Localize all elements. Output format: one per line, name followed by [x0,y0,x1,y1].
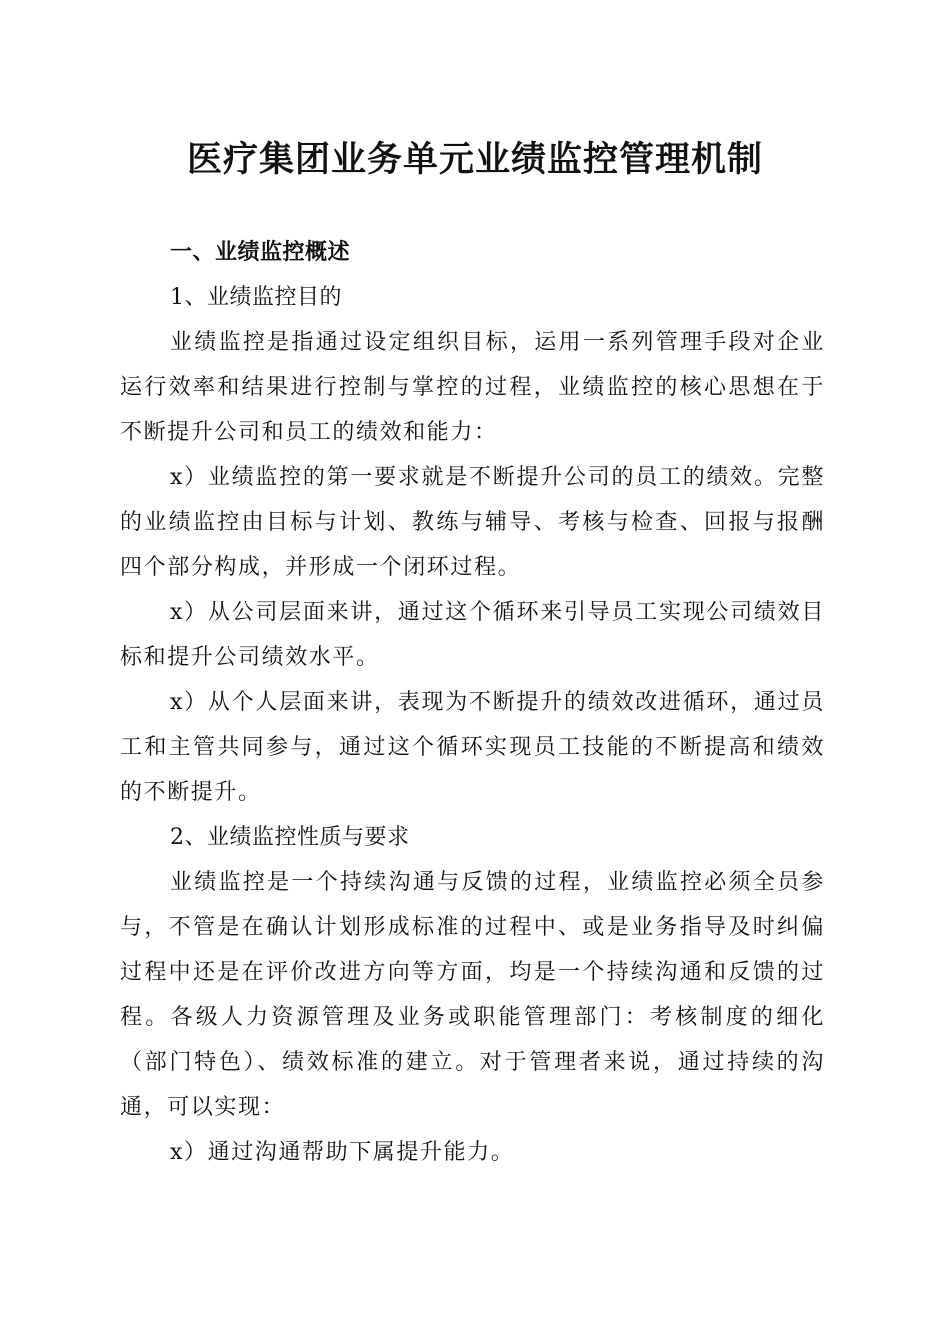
document-body [120,230,825,1175]
paragraph: x）从个人层面来讲，表现为不断提升的绩效改进循环，通过员工和主管共同参与，通过这个循环实现员工技能的不断提高和绩效的不断提升。 [120,690,825,805]
paragraph: x）业绩监控的第一要求就是不断提升公司的员工的绩效。完整的业绩监控由目标与计划、教练与辅导、考核与检查、回报与报酬四个部分构成，并形成一个闭环过程。 [120,465,825,580]
subsection-heading: 1、业绩监控目的 [170,285,342,310]
document-title: 医疗集团业务单元业绩监控管理机制 [186,139,763,180]
paragraph: x）通过沟通帮助下属提升能力。 [170,1140,515,1165]
paragraph: x）从公司层面来讲，通过这个循环来引导员工实现公司绩效目标和提升公司绩效水平。 [120,600,825,670]
subsection-heading: 2、业绩监控性质与要求 [170,825,410,850]
paragraph: 业绩监控是一个持续沟通与反馈的过程，业绩监控必须全员参与，不管是在确认计划形成标准的过程中、或是业务指导及时纠偏过程中还是在评价改进方向等方面，均是一个持续沟通和反馈的过程。各级人力资源管理及业务或职能管理部门：考核制度的细化（部门特色）、绩效标准的建立。对于管理者来说，通过持续的沟通，可以实现： [120,870,825,1120]
section-heading: 一、业绩监控概述 [170,239,351,265]
paragraph: 业绩监控是指通过设定组织目标，运用一系列管理手段对企业运行效率和结果进行控制与掌控的过程，业绩监控的核心思想在于不断提升公司和员工的绩效和能力： [120,330,825,445]
